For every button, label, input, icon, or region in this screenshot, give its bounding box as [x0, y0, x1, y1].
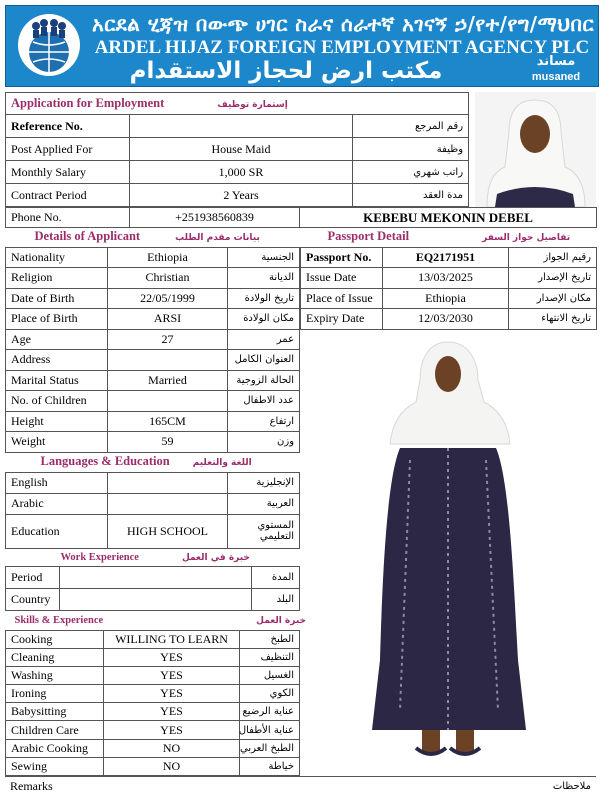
- field-value: Ethiopia: [108, 247, 228, 268]
- field-label-ar: العنوان الكامل: [228, 350, 300, 371]
- field-value: 12/03/2030: [383, 309, 509, 330]
- field-label: Place of Issue: [301, 288, 383, 309]
- table-row: [6, 309, 300, 330]
- field-label-ar: رقم المرجع: [353, 115, 469, 138]
- field-label-ar: تاريخ الولادة: [228, 288, 300, 309]
- field-label-ar: مكان الولادة: [228, 309, 300, 330]
- musaned-en: musaned: [531, 71, 581, 83]
- field-label: Arabic Cooking: [6, 739, 104, 757]
- field-value: 27: [108, 329, 228, 350]
- table-row: [6, 514, 300, 548]
- table-row: [6, 630, 300, 648]
- field-label: Age: [6, 329, 108, 350]
- field-label: Place of Birth: [6, 309, 108, 330]
- field-label-ar: عدد الاطفال: [228, 391, 300, 412]
- header-english: ARDEL HIJAZ FOREIGN EMPLOYMENT AGENCY PLC: [94, 37, 590, 58]
- field-value: [108, 391, 228, 412]
- field-label-ar: الإنجليزية: [228, 472, 300, 493]
- languages-table: [5, 452, 300, 549]
- field-label-ar: الغسيل: [240, 666, 300, 684]
- field-label: Monthly Salary: [6, 161, 130, 184]
- field-label: Religion: [6, 268, 108, 289]
- field-label-ar: عناية الأطفال: [240, 721, 300, 739]
- field-value: Married: [108, 370, 228, 391]
- field-value: YES: [104, 685, 240, 703]
- application-header: [6, 93, 469, 115]
- field-label: Cleaning: [6, 648, 104, 666]
- field-value: 13/03/2025: [383, 268, 509, 289]
- table-row: [6, 472, 300, 493]
- table-row: [6, 721, 300, 739]
- work-title-ar: خبرة في العمل: [181, 553, 250, 564]
- field-label: Washing: [6, 666, 104, 684]
- field-value: 59: [108, 432, 228, 453]
- field-label-ar: عناية الرضيع: [240, 703, 300, 721]
- skills-title-ar: خبرة العمل: [256, 616, 306, 627]
- field-label-ar: مدة العقد: [353, 184, 469, 207]
- field-value: NO: [104, 757, 240, 775]
- field-label: Weight: [6, 432, 108, 453]
- field-value: [60, 588, 252, 610]
- field-label: Address: [6, 350, 108, 371]
- skills-title: Skills & Experience: [14, 615, 104, 627]
- table-row: [301, 309, 597, 330]
- table-row: [6, 115, 469, 138]
- table-row: [6, 268, 300, 289]
- phone-table: [5, 207, 597, 228]
- remarks-table: [5, 776, 596, 797]
- portrait-photo: [475, 92, 596, 207]
- table-row: [301, 268, 597, 289]
- header-amharic: አርደል ሂጃዝ በውጭ ሀገር ስራና ሰራተኛ አገናኝ ኃ/የተ/የግ/ማህበር: [92, 12, 595, 36]
- field-value: [108, 350, 228, 371]
- field-value: YES: [104, 666, 240, 684]
- field-label-ar: الطبخ العربي: [240, 739, 300, 757]
- field-value: [108, 472, 228, 493]
- globe-people-icon: [16, 12, 82, 78]
- field-label-ar: تاريخ الإصدار: [509, 268, 597, 289]
- passport-table: [300, 227, 597, 330]
- field-label-ar: الطبخ: [240, 630, 300, 648]
- field-label: Date of Birth: [6, 288, 108, 309]
- field-label-ar: مكان الإصدار: [509, 288, 597, 309]
- field-label-ar: وظيفة: [353, 138, 469, 161]
- applicant-title-ar: بيانات مقدم الطلب: [175, 233, 260, 244]
- phone-value: +251938560839: [130, 208, 300, 228]
- field-label-ar: الكوي: [240, 685, 300, 703]
- application-title: Application for Employment: [11, 96, 165, 110]
- field-value: Ethiopia: [383, 288, 509, 309]
- table-row: [6, 288, 300, 309]
- table-row: [6, 685, 300, 703]
- candidate-name: KEBEBU MEKONIN DEBEL: [300, 208, 597, 228]
- field-label-ar: الجنسية: [228, 247, 300, 268]
- field-label: Marital Status: [6, 370, 108, 391]
- field-value: 22/05/1999: [108, 288, 228, 309]
- field-value: [108, 493, 228, 514]
- field-label: Post Applied For: [6, 138, 130, 161]
- field-value: HIGH SCHOOL: [108, 514, 228, 548]
- skills-header: [6, 610, 306, 630]
- field-label-ar: عمر: [228, 329, 300, 350]
- languages-title: Languages & Education: [40, 454, 170, 469]
- field-value: NO: [104, 739, 240, 757]
- languages-title-ar: اللغة والتعليم: [192, 458, 252, 469]
- field-value: [130, 115, 353, 138]
- work-header: [6, 548, 300, 566]
- application-title-ar: إستمارة توظيف: [217, 100, 288, 110]
- full-body-photo: [300, 330, 600, 780]
- field-label: Country: [6, 588, 60, 610]
- table-row: [6, 739, 300, 757]
- field-value: [60, 566, 252, 588]
- field-label: Babysitting: [6, 703, 104, 721]
- agency-header: [5, 5, 599, 87]
- remarks-label: Remarks: [5, 777, 300, 797]
- field-label-ar: خياطة: [240, 757, 300, 775]
- field-value: WILLING TO LEARN: [104, 630, 240, 648]
- field-label: Ironing: [6, 685, 104, 703]
- table-row: [6, 370, 300, 391]
- header-arabic: مكتب ارض لحجاز الاستقدام: [129, 58, 443, 84]
- applicant-header: [6, 227, 300, 247]
- field-label-ar: وزن: [228, 432, 300, 453]
- field-value: 2 Years: [130, 184, 353, 207]
- field-label-ar: الديانة: [228, 268, 300, 289]
- field-label: No. of Children: [6, 391, 108, 412]
- field-label: Education: [6, 514, 108, 548]
- passport-title-ar: تفاصيل جواز السفر: [482, 233, 571, 244]
- languages-header: [6, 452, 300, 472]
- field-value: YES: [104, 648, 240, 666]
- field-label-ar: راتب شهري: [353, 161, 469, 184]
- table-row: [6, 588, 300, 610]
- passport-title: Passport Detail: [327, 229, 410, 244]
- musaned-ar: مساند: [536, 54, 576, 69]
- table-row: [6, 184, 469, 207]
- field-label: Issue Date: [301, 268, 383, 289]
- field-value: EQ2171951: [383, 247, 509, 268]
- field-label: Nationality: [6, 247, 108, 268]
- field-label-ar: الحالة الزوجية: [228, 370, 300, 391]
- field-label-ar: العربية: [228, 493, 300, 514]
- field-label-ar: التنظيف: [240, 648, 300, 666]
- field-label: Sewing: [6, 757, 104, 775]
- table-row: [6, 432, 300, 453]
- field-label: Expiry Date: [301, 309, 383, 330]
- table-row: [6, 161, 469, 184]
- field-value: YES: [104, 703, 240, 721]
- field-value: ARSI: [108, 309, 228, 330]
- field-value: YES: [104, 721, 240, 739]
- table-row: [6, 703, 300, 721]
- field-label-ar: رقيم الجواز: [509, 247, 597, 268]
- field-label-ar: تاريخ الانتهاء: [509, 309, 597, 330]
- remarks-label-ar: ملاحظات: [300, 777, 596, 797]
- field-value: Christian: [108, 268, 228, 289]
- field-label: Contract Period: [6, 184, 130, 207]
- table-row: [6, 648, 300, 666]
- field-value: 165CM: [108, 411, 228, 432]
- field-label: Passport No.: [301, 247, 383, 268]
- work-table: [5, 548, 300, 611]
- work-title: Work Experience: [60, 552, 139, 564]
- table-row: [301, 247, 597, 268]
- table-row: [6, 566, 300, 588]
- field-label-ar: المدة: [252, 566, 300, 588]
- applicant-table: [5, 227, 300, 453]
- musaned-logo: [516, 56, 596, 86]
- application-table: [5, 92, 469, 207]
- field-label: Height: [6, 411, 108, 432]
- table-row: [6, 391, 300, 412]
- table-row: [6, 757, 300, 775]
- field-label: Children Care: [6, 721, 104, 739]
- table-row: [6, 411, 300, 432]
- table-row: [6, 666, 300, 684]
- table-row: [6, 329, 300, 350]
- field-label: English: [6, 472, 108, 493]
- skills-table: [5, 610, 306, 776]
- field-label-ar: البلد: [252, 588, 300, 610]
- field-label: Arabic: [6, 493, 108, 514]
- table-row: [6, 493, 300, 514]
- field-label: Reference No.: [6, 115, 130, 138]
- table-row: [6, 350, 300, 371]
- applicant-title: Details of Applicant: [34, 229, 141, 244]
- field-label: Period: [6, 566, 60, 588]
- field-label-ar: المستوي التعليمي: [228, 514, 300, 548]
- field-label: Cooking: [6, 630, 104, 648]
- table-row: [6, 138, 469, 161]
- field-value: 1,000 SR: [130, 161, 353, 184]
- passport-header: [301, 227, 597, 247]
- table-row: [301, 288, 597, 309]
- table-row: [6, 247, 300, 268]
- field-value: House Maid: [130, 138, 353, 161]
- field-label-ar: ارتفاع: [228, 411, 300, 432]
- phone-label: Phone No.: [6, 208, 130, 228]
